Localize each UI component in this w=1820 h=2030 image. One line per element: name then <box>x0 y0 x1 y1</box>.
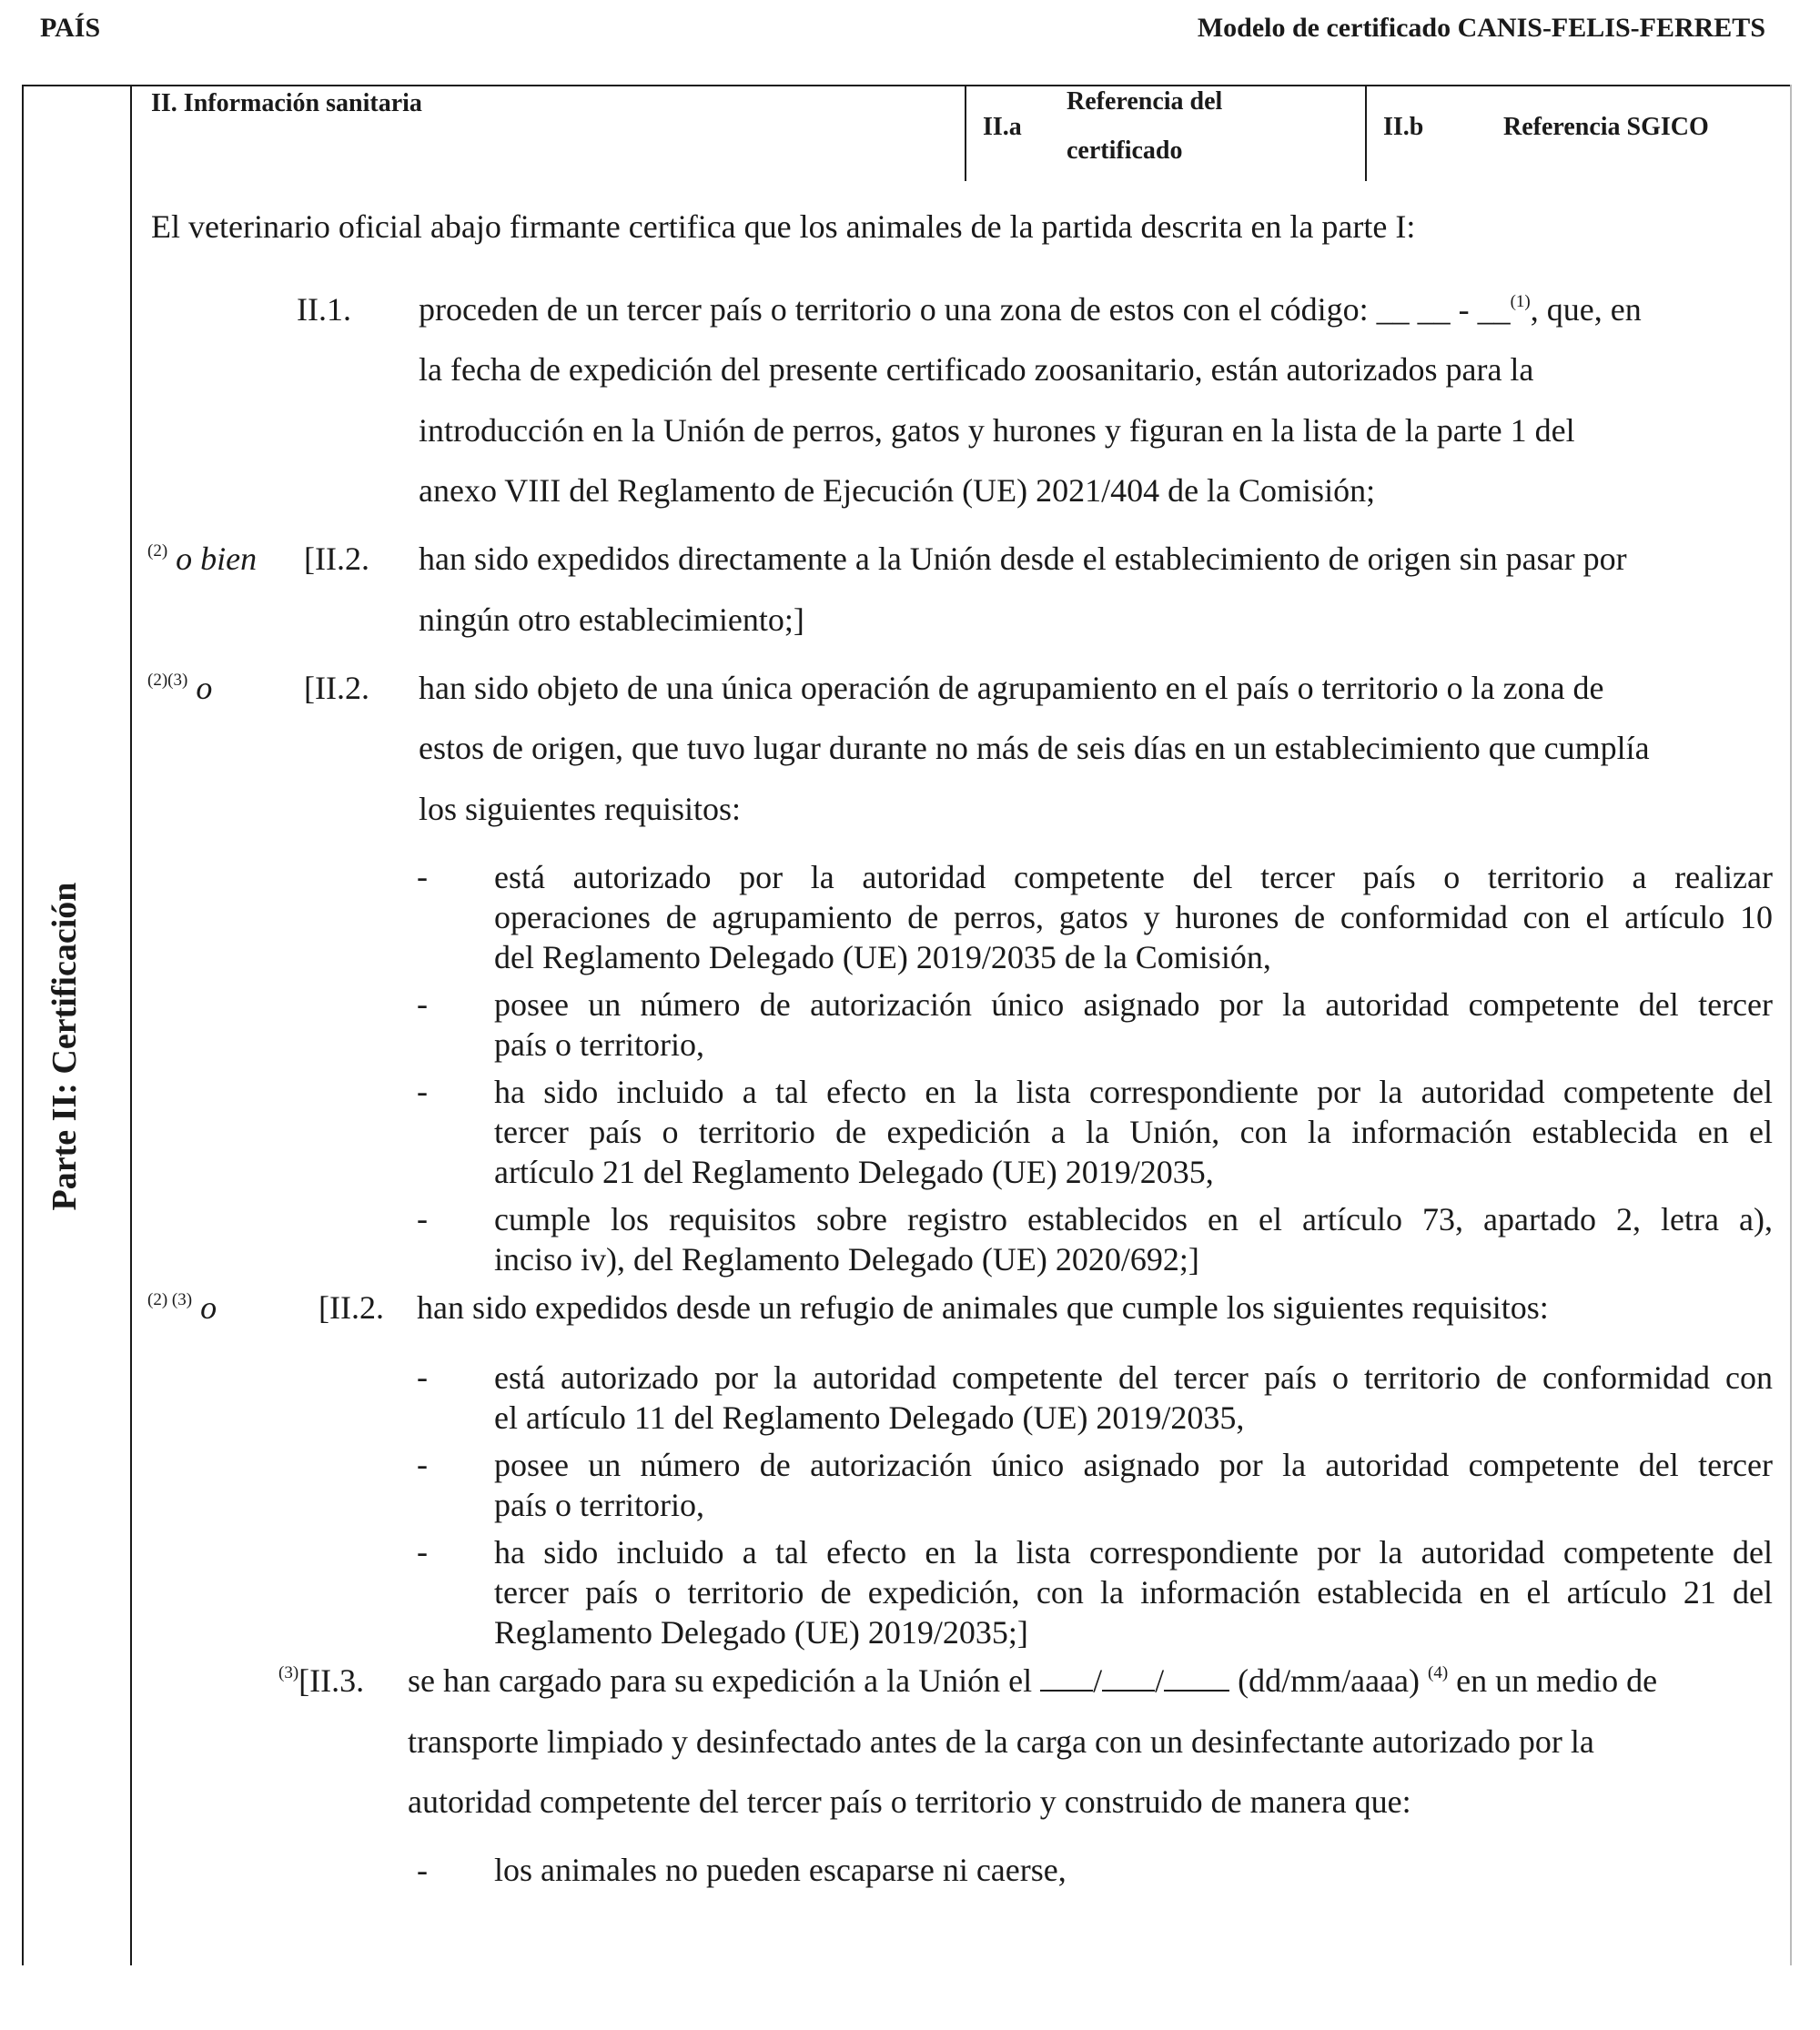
ii1-line2: la fecha de expedición del presente certificado zoosanitario, están autorizados para la <box>419 351 1534 388</box>
iia-code: II.a <box>983 113 1022 141</box>
ii2c-b1-l2: el artículo 11 del Reglamento Delegado (UE) 2019/2035, <box>494 1399 1245 1436</box>
country-label: PAÍS <box>40 13 101 43</box>
ii2c-b1-l1: está autorizado por la autoridad competente del tercer país o territorio de conformidad con <box>494 1359 1773 1396</box>
date-month-blank[interactable] <box>1102 1662 1155 1692</box>
ii3-line2: transporte limpiado y desinfectado antes de la carga con un desinfectante autorizado por la <box>408 1723 1594 1760</box>
ii2b-bullet-3 <box>494 1072 1773 1192</box>
date-day-blank[interactable] <box>1040 1662 1093 1692</box>
intro-text: El veterinario oficial abajo firmante certifica que los animales de la partida descrita en la parte I: <box>151 208 1416 245</box>
ii2c-bullet-dash-1: - <box>417 1358 428 1395</box>
ii2a-line1: han sido expedidos directamente a la Unión desde el establecimiento de origen sin pasar por <box>419 540 1627 577</box>
ii3-line1 <box>408 1661 1657 1701</box>
ii2c-conjunction <box>147 1288 217 1328</box>
ii2c-b3-l1: ha sido incluido a tal efecto en la lista correspondiente por la autoridad competente del <box>494 1534 1773 1570</box>
ii2b-b1-l2: operaciones de agrupamiento de perros, gatos y hurones de conformidad con el artículo 10 <box>494 899 1773 935</box>
ii3-footnote-4: (4) <box>1428 1663 1449 1682</box>
ii1-line1 <box>419 290 1642 329</box>
ii1-line4: anexo VIII del Reglamento de Ejecución (UE) 2021/404 de la Comisión; <box>419 472 1376 509</box>
ii2b-b2-l1: posee un número de autorización único asignado por la autoridad competente del tercer <box>494 986 1773 1023</box>
ii2b-bullet-dash-1: - <box>417 858 428 894</box>
ii2c-bullet-2 <box>494 1445 1773 1525</box>
ii3-num-text: [II.3. <box>298 1662 365 1699</box>
ii3-date-format: (dd/mm/aaaa) <box>1238 1662 1421 1699</box>
ii2b-bullet-2 <box>494 985 1773 1065</box>
ii2c-bullet-3 <box>494 1532 1773 1652</box>
ii3-line1-end: en un medio de <box>1456 1662 1658 1699</box>
cell-divider-iib <box>1365 85 1367 181</box>
ii2b-conjunction <box>147 669 212 708</box>
ii2c-b2-l1: posee un número de autorización único asignado por la autoridad competente del tercer <box>494 1447 1773 1483</box>
date-year-blank[interactable] <box>1164 1662 1229 1692</box>
ii2c-b3-l3: Reglamento Delegado (UE) 2019/2035;] <box>494 1614 1028 1651</box>
iia-label-line2: certificado <box>1067 136 1183 165</box>
ii2c-b3-l2: tercer país o territorio de expedición, con la información establecida en el artículo 21 del <box>494 1574 1773 1611</box>
section-title: II. Información sanitaria <box>151 89 422 117</box>
iib-code: II.b <box>1383 113 1424 141</box>
ii2a-conj-text: o bien <box>176 540 258 577</box>
ii2b-bullet-1 <box>494 857 1773 977</box>
ii3-date-field[interactable]: / / <box>1040 1662 1229 1699</box>
ii2c-b2-l2: país o territorio, <box>494 1487 704 1523</box>
ii3-line3: autoridad competente del tercer país o territorio y construido de manera que: <box>408 1783 1411 1820</box>
ii2b-bullet-dash-2: - <box>417 985 428 1022</box>
ii2b-bullet-dash-3: - <box>417 1073 428 1109</box>
ii2b-bullet-4 <box>494 1199 1773 1279</box>
ii2b-bullet-dash-4: - <box>417 1200 428 1237</box>
ii3-line1-text: se han cargado para su expedición a la Unión el <box>408 1662 1033 1699</box>
ii1-line1-text: proceden de un tercer país o territorio o una zona de estos con el código: __ __ - __ <box>419 291 1511 328</box>
ii1-number: II.1. <box>297 291 351 328</box>
ii3-number <box>278 1661 364 1701</box>
frame-left <box>22 85 24 1965</box>
ii1-footnote-1: (1) <box>1510 292 1531 311</box>
ii2b-b1-l3: del Reglamento Delegado (UE) 2019/2035 de la Comisión, <box>494 939 1271 975</box>
cell-divider-iia <box>965 85 966 181</box>
ii1-line3: introducción en la Unión de perros, gatos y hurones y figuran en la lista de la parte 1 del <box>419 412 1575 449</box>
ii2b-b4-l2: inciso iv), del Reglamento Delegado (UE) 2020/692;] <box>494 1241 1199 1278</box>
ii2c-number: [II.2. <box>318 1289 384 1326</box>
ii2b-b2-l2: país o territorio, <box>494 1026 704 1063</box>
ii2a-line2: ningún otro establecimiento;] <box>419 601 804 638</box>
frame-inner-left <box>130 85 132 1965</box>
certificate-model: Modelo de certificado CANIS-FELIS-FERRETS <box>1197 13 1765 43</box>
ii2b-line3: los siguientes requisitos: <box>419 791 741 827</box>
part-ii-side-label: Parte II: Certificación <box>46 882 84 1211</box>
ii2b-conj-text: o <box>196 670 213 706</box>
frame-top <box>22 85 1792 86</box>
ii2b-number: [II.2. <box>304 670 369 706</box>
ii3-bullet: los animales no pueden escaparse ni caerse, <box>494 1852 1067 1888</box>
ii2b-line1: han sido objeto de una única operación de agrupamiento en el país o territorio o la zona de <box>419 670 1604 706</box>
ii2b-b3-l1: ha sido incluido a tal efecto en la lista correspondiente por la autoridad competente del <box>494 1074 1773 1110</box>
ii2a-number: [II.2. <box>304 540 369 577</box>
ii2c-conj-text: o <box>200 1289 217 1326</box>
iia-label-line1: Referencia del <box>1067 87 1223 116</box>
ii2c-bullet-dash-2: - <box>417 1446 428 1482</box>
ii2b-b3-l2: tercer país o territorio de expedición a la Unión, con la información establecida en el <box>494 1114 1773 1150</box>
ii2b-b4-l1: cumple los requisitos sobre registro establecidos en el artículo 73, apartado 2, letra a), <box>494 1201 1773 1237</box>
ii2c-line1: han sido expedidos desde un refugio de animales que cumple los siguientes requisitos: <box>417 1289 1549 1326</box>
ii2a-conjunction <box>147 540 257 579</box>
ii1-line1-end: , que, en <box>1530 291 1642 328</box>
ii3-footnote: (3) <box>278 1663 299 1682</box>
frame-right <box>1790 85 1792 1965</box>
ii2b-line2: estos de origen, que tuvo lugar durante no más de seis días en un establecimiento que cumplía <box>419 730 1650 766</box>
iib-label: Referencia SGICO <box>1503 113 1709 141</box>
ii2a-footnote: (2) <box>147 541 168 561</box>
ii2b-b1-l1: está autorizado por la autoridad competente del tercer país o territorio a realizar <box>494 859 1773 895</box>
ii2c-bullet-dash-3: - <box>417 1533 428 1570</box>
ii2b-b3-l3: artículo 21 del Reglamento Delegado (UE) 2019/2035, <box>494 1154 1214 1190</box>
ii2c-bullet-1 <box>494 1358 1773 1438</box>
ii2b-footnote: (2)(3) <box>147 671 188 690</box>
ii2c-footnote: (2) (3) <box>147 1290 193 1309</box>
ii3-bullet-dash: - <box>417 1852 428 1888</box>
